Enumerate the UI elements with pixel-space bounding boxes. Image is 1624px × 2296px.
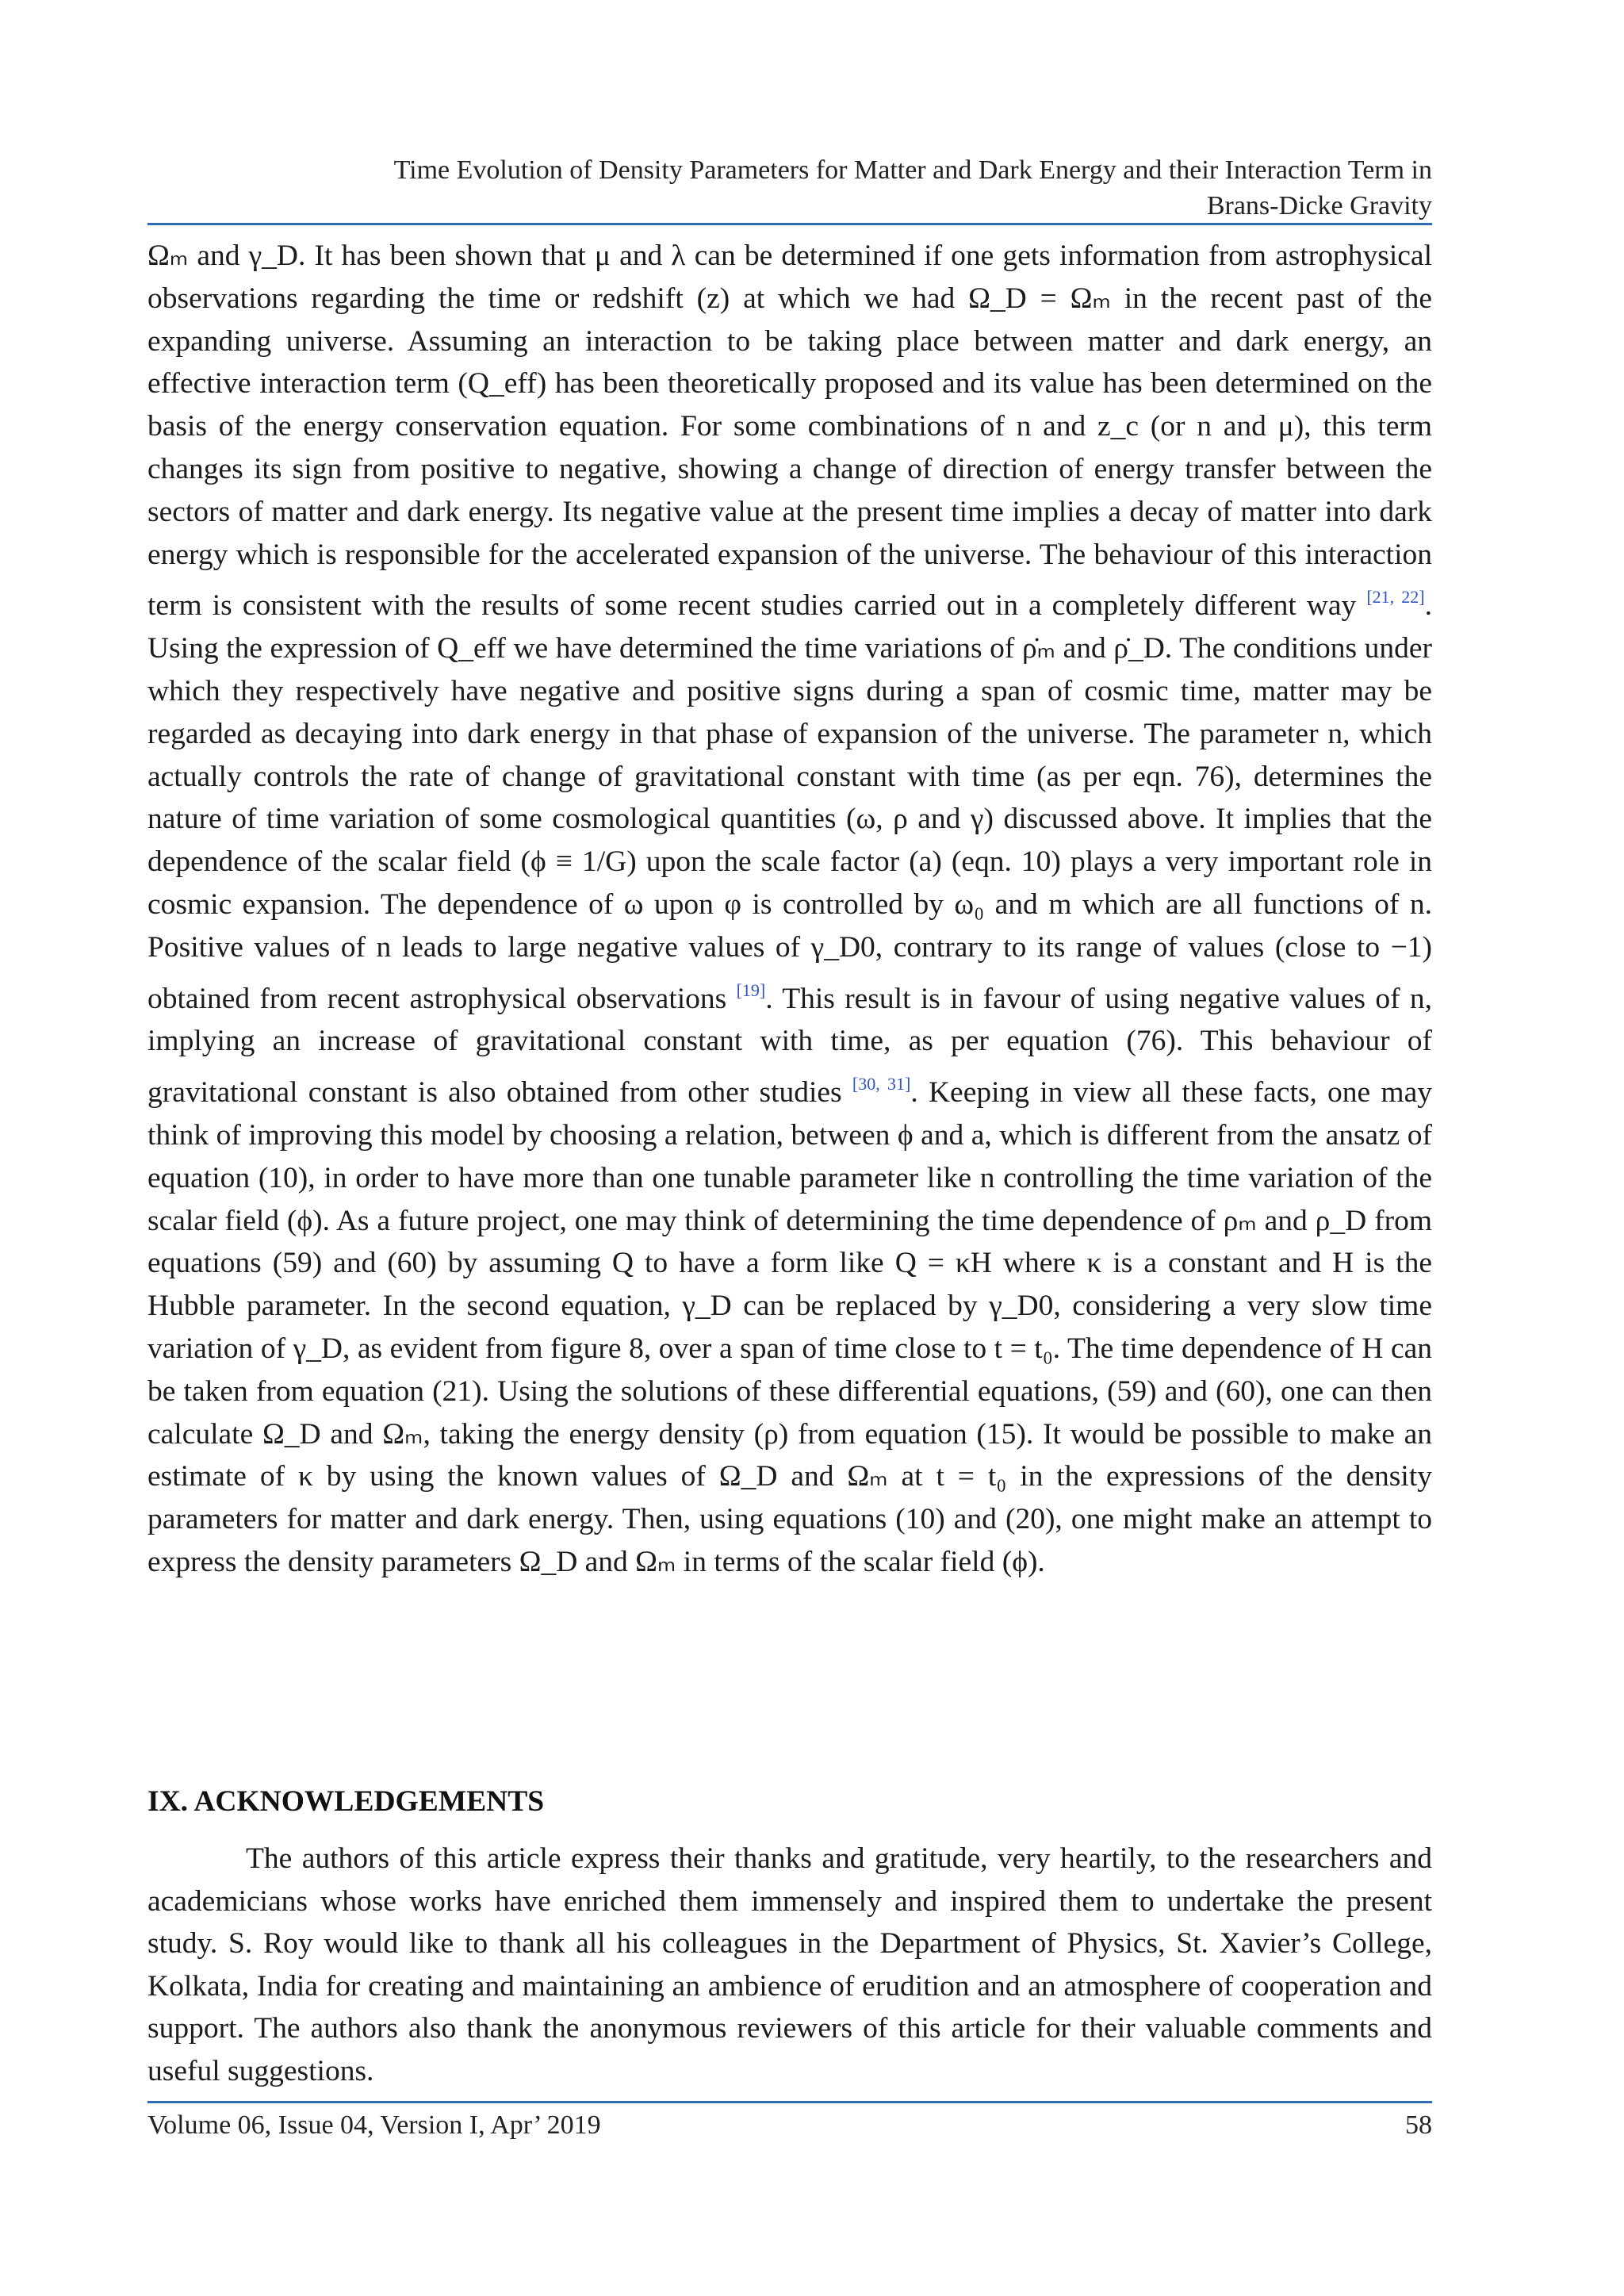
running-header (147, 152, 1432, 224)
citation-19[interactable]: [19] (736, 979, 766, 1000)
footer-rule (147, 2101, 1432, 2103)
header-rule (147, 223, 1432, 225)
section-heading-acknowledgements: IX. ACKNOWLEDGEMENTS (147, 1785, 545, 1818)
paragraph-text-part-4: . Keeping in view all these facts, one may think of improving this model by choosing a relation, between ϕ and a, which is different from the ansatz of equation (10), in order to have more than one tunable parameter like n controlling the time variation of the scalar field (ϕ). As a future project, one may think of determining the time dependence of ρₘ and ρ_D from equations (59) and (60) by assuming Q to have a form like Q = κH where κ is a constant and H is the Hubble parameter. In the second equation, γ_D can be replaced by γ_D0, considering a very slow time variation of γ_D, as evident from figure 8, over a span of time close to t = t₀. The time dependence of H can be taken from equation (21). Using the solutions of these differential equations, (59) and (60), one can then calculate Ω_D and Ωₘ, taking the energy density (ρ) from equation (15). It would be possible to make an estimate of κ by using the known values of Ω_D and Ωₘ at t = t₀ in the expressions of the density parameters for matter and dark energy. Then, using equations (10) and (20), one might make an attempt to express the density parameters Ω_D and Ωₘ in terms of the scalar field (ϕ). (147, 1076, 1432, 1578)
paragraph-text-part-2: . Using the expression of Q_eff we have determined the time variations of ρ̇ₘ and ρ̇_D. The conditions under which they respectively have negative and positive signs during a span of cosmic time, matter may be regarded as decaying into dark energy in that phase of expansion of the universe. The parameter n, which actually controls the rate of change of gravitational constant with time (as per eqn. 76), determines the nature of time variation of some cosmological quantities (ω, ρ and γ) discussed above. It implies that the dependence of the scalar field (ϕ ≡ 1/G) upon the scale factor (a) (eqn. 10) plays a very important role in cosmic expansion. The dependence of ω upon φ is controlled by ω₀ and m which are all functions of n. Positive values of n leads to large negative values of γ_D0, contrary to its range of values (close to −1) obtained from recent astrophysical observations (147, 589, 1433, 1015)
paragraph-text-part-1: Ωₘ and γ_D. It has been shown that μ and λ can be determined if one gets information from astrophysical observations regarding the time or redshift (z) at which we had Ω_D = Ωₘ in the recent past of the expanding universe. Assuming an interaction to be taking place between matter and dark energy, an effective interaction term (Q_eff) has been theoretically proposed and its value has been determined on the basis of the energy conservation equation. For some combinations of n and z_c (or n and μ), this term changes its sign from positive to negative, showing a change of direction of energy transfer between the sectors of matter and dark energy. Its negative value at the present time implies a decay of matter into dark energy which is responsible for the accelerated expansion of the universe. The behaviour of this interaction term is consistent with the results of some recent studies carried out in a completely different way (147, 240, 1432, 623)
citation-21-22[interactable]: [21, 22] (1366, 587, 1425, 608)
paragraph-text-part-3: . This result is in favour of using negative values of n, implying an increase of gravitational constant with time, as per equation (76). This behaviour of gravitational constant is also obtained from other studies (147, 982, 1432, 1110)
body-paragraph (147, 235, 1432, 1584)
running-header-line-1: Time Evolution of Density Parameters for Matter and Dark Energy and their Interaction Term in (393, 155, 1432, 185)
footer-volume-info: Volume 06, Issue 04, Version I, Apr’ 2019 (147, 2110, 601, 2140)
page-number: 58 (1405, 2110, 1432, 2140)
acknowledgements-paragraph: The authors of this article express their thanks and gratitude, very heartily, to the researchers and academicians whose works have enriched them immensely and inspired them to undertake the present study. S. Roy would like to thank all his colleagues in the Department of Physics, St. Xavier’s College, Kolkata, India for creating and maintaining an ambience of erudition and an atmosphere of cooperation and support. The authors also thank the anonymous reviewers of this article for their valuable comments and useful suggestions. (147, 1842, 1432, 2087)
conclusion-paragraph (147, 235, 1432, 1584)
citation-30-31[interactable]: [30, 31] (852, 1074, 911, 1094)
running-header-line-2: Brans-Dicke Gravity (1206, 191, 1432, 220)
